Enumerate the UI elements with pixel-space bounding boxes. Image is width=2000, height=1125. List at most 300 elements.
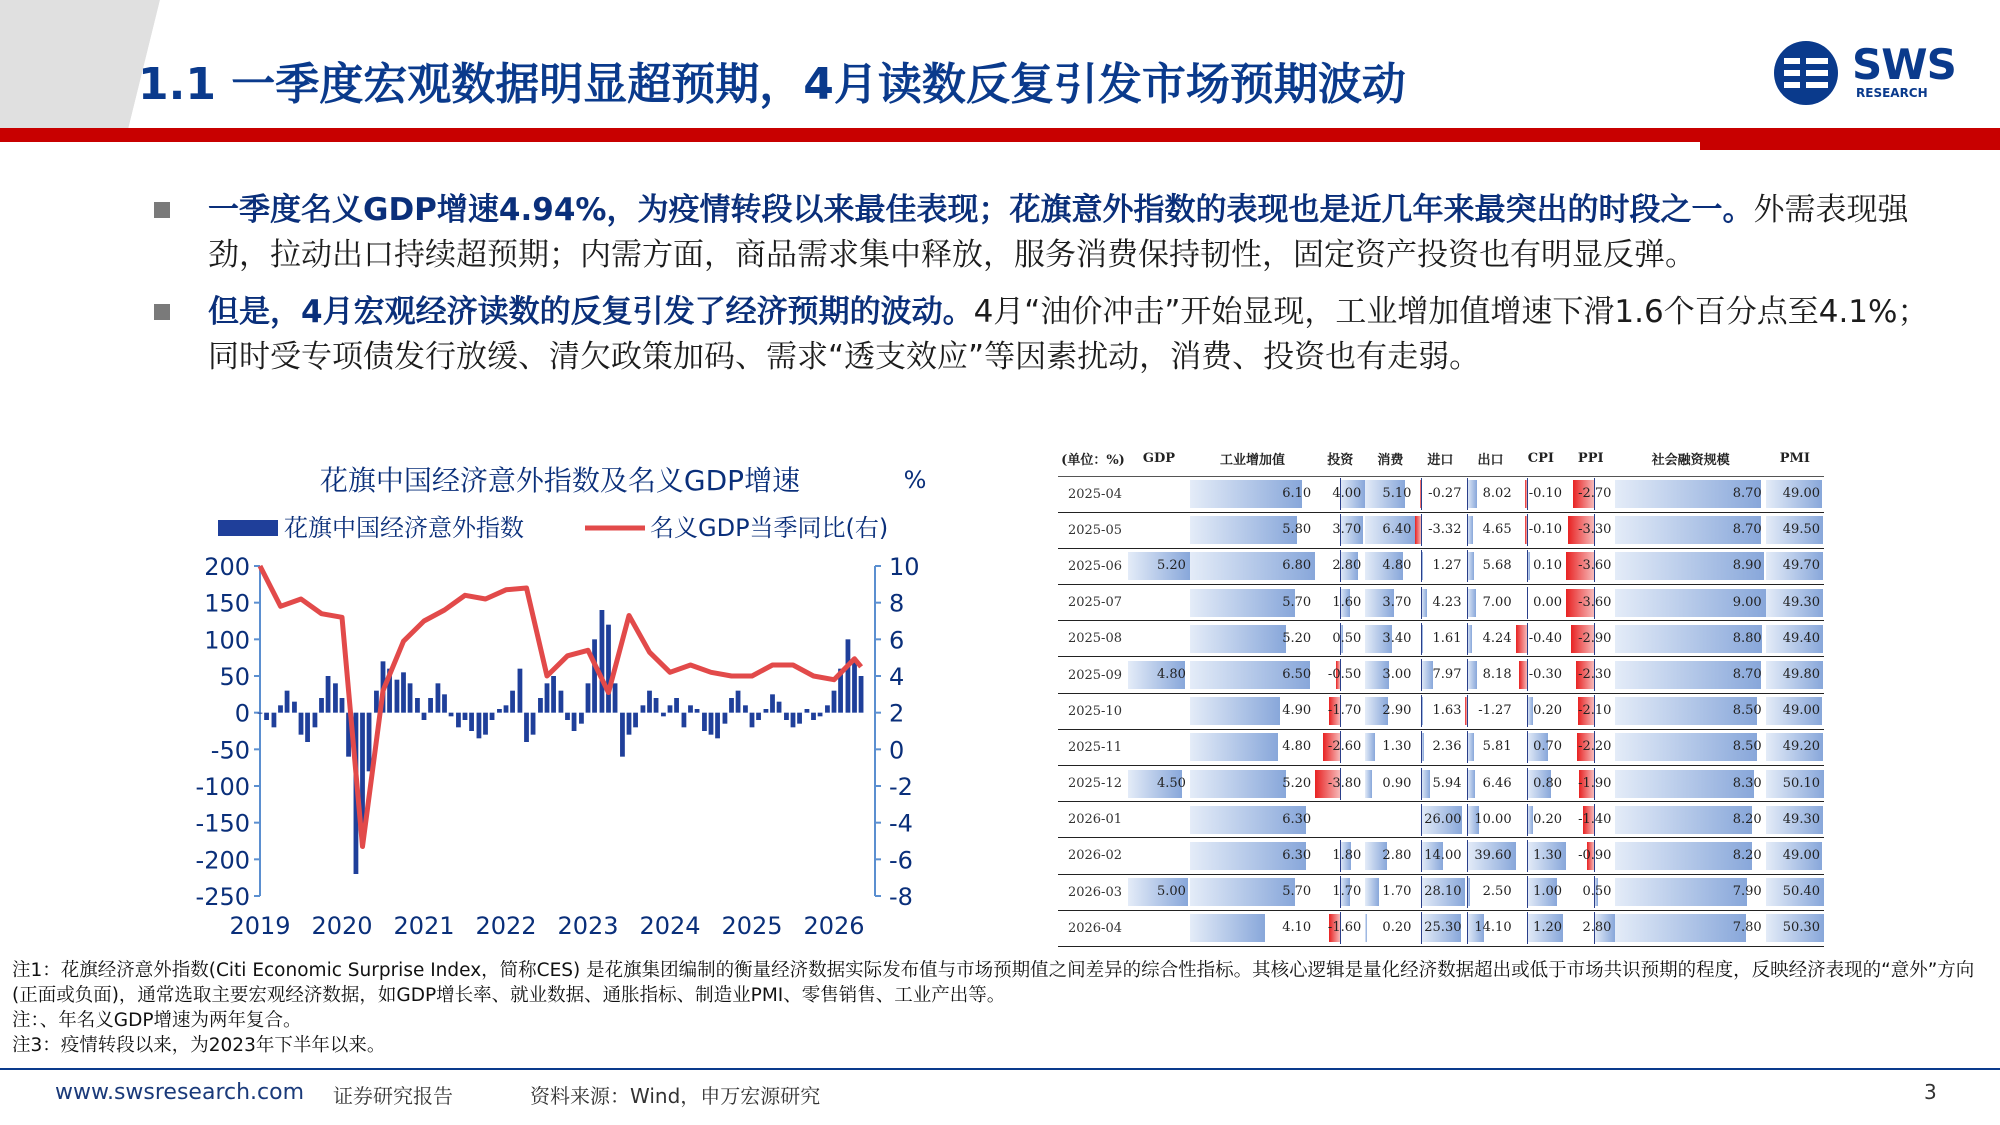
ces-bar bbox=[278, 705, 283, 712]
table-zero-axis bbox=[1467, 514, 1468, 546]
table-cell-value: -3.32 bbox=[1428, 522, 1462, 538]
table-data-cell bbox=[1128, 693, 1190, 729]
table-cell-value: 8.70 bbox=[1732, 486, 1762, 502]
x-axis-tick-label: 2022 bbox=[475, 912, 537, 940]
table-data-cell bbox=[1190, 657, 1315, 693]
table-data-cell bbox=[1566, 621, 1615, 657]
table-data-cell bbox=[1766, 838, 1824, 874]
table-data-cell bbox=[1365, 693, 1415, 729]
ces-bar bbox=[510, 691, 515, 713]
ces-bar bbox=[497, 709, 502, 713]
table-data-cell bbox=[1615, 766, 1765, 802]
table-data-cell bbox=[1516, 729, 1566, 765]
table-cell-value: 5.80 bbox=[1282, 522, 1312, 538]
table-data-cell bbox=[1615, 621, 1765, 657]
table-data-cell bbox=[1615, 910, 1765, 946]
table-date-cell: 2025-05 bbox=[1058, 512, 1128, 548]
footer-divider bbox=[0, 1068, 2000, 1070]
ces-bar bbox=[743, 705, 748, 712]
table-cell-value: -0.10 bbox=[1528, 522, 1563, 538]
table-row bbox=[1058, 548, 1824, 584]
table-data-cell bbox=[1465, 657, 1515, 693]
table-data-cell bbox=[1566, 657, 1615, 693]
bullet-bold-text: 一季度名义GDP增速4.94%，为疫情转段以来最佳表现；花旗意外指数的表现也是近几年来最突出的时段之一。 bbox=[208, 192, 1754, 228]
table-cell-value: -0.40 bbox=[1528, 630, 1563, 646]
bullet-item bbox=[150, 188, 1940, 278]
ces-bar bbox=[750, 713, 755, 728]
table-cell-value: 50.40 bbox=[1782, 884, 1820, 900]
table-data-cell bbox=[1190, 548, 1315, 584]
table-data-cell bbox=[1766, 729, 1824, 765]
right-axis-tick-label: 2 bbox=[889, 699, 905, 728]
footer-website-link[interactable]: www.swsresearch.com bbox=[55, 1080, 305, 1105]
table-data-bar bbox=[1615, 914, 1745, 942]
ces-bar bbox=[736, 691, 741, 713]
ces-bar bbox=[504, 705, 509, 712]
table-zero-axis bbox=[1527, 840, 1528, 872]
table-date-cell: 2026-04 bbox=[1058, 910, 1128, 946]
left-axis-tick-label: -100 bbox=[195, 773, 250, 801]
bullet-text: 4月“油价冲击”开始显现，工业增加值增速下滑1.6个百分点至4.1%；同时受专项债发行放缓、清欠政策加码、需求“透支效应”等因素扰动，消费、投资也有走弱。 bbox=[208, 294, 1929, 375]
bullet-text: 外需表现强劲，拉动出口持续超预期；内需方面，商品需求集中释放，服务消费保持韧性，固定资产投资也有明显反弹。 bbox=[208, 192, 1909, 273]
table-data-bar bbox=[1190, 516, 1297, 544]
table-zero-axis bbox=[1467, 659, 1468, 691]
table-cell-value: 3.00 bbox=[1382, 667, 1412, 683]
table-data-bar bbox=[1467, 661, 1477, 689]
ces-bar bbox=[709, 713, 714, 735]
table-data-cell bbox=[1128, 729, 1190, 765]
legend-label: 花旗中国经济意外指数 bbox=[284, 514, 524, 542]
ces-bar bbox=[422, 713, 427, 720]
ces-bar bbox=[723, 713, 728, 724]
table-data-cell bbox=[1566, 548, 1615, 584]
table-data-cell bbox=[1415, 802, 1465, 838]
note-3: 注3：疫情转段以来，为2023年下半年以来。 bbox=[12, 1035, 386, 1056]
table-unit-header: (单位：%) bbox=[1058, 442, 1128, 476]
table-cell-value: -0.10 bbox=[1528, 486, 1563, 502]
table-data-cell bbox=[1190, 766, 1315, 802]
ces-bar bbox=[791, 713, 796, 728]
note-1: 注1：花旗经济意外指数(Citi Economic Surprise Index，简称CES) 是花旗集团编制的衡量经济数据实际发布值与市场预期值之间差异的综合性指标。其核心逻辑是量化经济数据超出或低于市场共识预期的程度，反映经济表现的“意外”方向(正面或负面)，通常选取主要宏观经济数据，如GDP增长率、就业数据、通胀指标、制造业PMI、零售销售、工业产出等。 bbox=[12, 960, 1975, 1006]
table-data-cell bbox=[1315, 476, 1365, 512]
x-axis-tick-label: 2023 bbox=[557, 912, 619, 940]
right-axis-tick-label: 8 bbox=[889, 589, 905, 618]
ces-bar bbox=[586, 683, 591, 712]
ces-bar bbox=[852, 661, 857, 712]
table-data-cell bbox=[1415, 874, 1465, 910]
table-data-cell bbox=[1465, 693, 1515, 729]
table-data-cell bbox=[1566, 838, 1615, 874]
table-data-cell bbox=[1615, 802, 1765, 838]
ces-bar bbox=[777, 702, 782, 713]
table-zero-axis bbox=[1527, 768, 1528, 800]
table-data-cell bbox=[1465, 621, 1515, 657]
table-date-cell: 2026-02 bbox=[1058, 838, 1128, 874]
table-data-cell bbox=[1365, 548, 1415, 584]
table-cell-value: 26.00 bbox=[1424, 811, 1462, 827]
ces-bar bbox=[620, 713, 625, 757]
ces-bar bbox=[415, 698, 420, 713]
table-row bbox=[1058, 729, 1824, 765]
table-cell-value: 5.94 bbox=[1432, 775, 1462, 791]
table-cell-value: 5.20 bbox=[1282, 630, 1312, 646]
table-data-cell bbox=[1365, 657, 1415, 693]
ces-bar bbox=[797, 713, 802, 724]
table-zero-axis bbox=[1467, 876, 1468, 908]
table-row bbox=[1058, 657, 1824, 693]
table-cell-value: 1.80 bbox=[1332, 847, 1362, 863]
left-axis-tick-label: -150 bbox=[195, 809, 250, 838]
table-cell-value: 6.80 bbox=[1282, 558, 1312, 574]
table-cell-value: 49.20 bbox=[1782, 739, 1820, 755]
table-data-cell bbox=[1415, 766, 1465, 802]
table-data-cell bbox=[1566, 729, 1615, 765]
table-data-cell bbox=[1516, 657, 1566, 693]
table-data-cell bbox=[1465, 766, 1515, 802]
table-data-cell bbox=[1766, 910, 1824, 946]
ces-bar bbox=[784, 713, 789, 720]
table-zero-axis bbox=[1421, 659, 1422, 691]
table-cell-value: 0.00 bbox=[1533, 594, 1563, 610]
table-data-cell bbox=[1190, 693, 1315, 729]
table-data-cell bbox=[1615, 657, 1765, 693]
table-data-cell bbox=[1465, 729, 1515, 765]
table-data-cell bbox=[1465, 874, 1515, 910]
table-data-cell bbox=[1128, 585, 1190, 621]
ces-bar bbox=[401, 672, 406, 712]
table-data-bar bbox=[1421, 770, 1430, 798]
table-date-cell: 2026-01 bbox=[1058, 802, 1128, 838]
ces-bar bbox=[538, 698, 543, 713]
table-data-cell bbox=[1315, 585, 1365, 621]
ces-bar bbox=[579, 713, 584, 724]
table-data-cell bbox=[1315, 802, 1365, 838]
table-data-cell bbox=[1516, 621, 1566, 657]
table-data-cell bbox=[1566, 585, 1615, 621]
table-cell-value: 50.10 bbox=[1782, 775, 1820, 791]
ces-bar bbox=[305, 713, 310, 742]
left-axis-tick-label: -200 bbox=[195, 846, 250, 875]
table-data-cell bbox=[1516, 512, 1566, 548]
table-data-bar bbox=[1365, 914, 1367, 942]
table-data-cell bbox=[1766, 585, 1824, 621]
table-cell-value: 2.80 bbox=[1332, 558, 1362, 574]
table-cell-value: 1.63 bbox=[1432, 703, 1462, 719]
legend-label: 名义GDP当季同比(右) bbox=[650, 514, 889, 542]
table-data-cell bbox=[1516, 548, 1566, 584]
table-data-cell bbox=[1365, 585, 1415, 621]
table-cell-value: 7.80 bbox=[1732, 920, 1762, 936]
table-row bbox=[1058, 693, 1824, 729]
table-data-bar bbox=[1421, 661, 1434, 689]
x-axis-tick-label: 2024 bbox=[639, 912, 701, 940]
table-data-cell bbox=[1365, 512, 1415, 548]
table-data-cell bbox=[1516, 766, 1566, 802]
table-cell-value: 14.00 bbox=[1424, 847, 1462, 863]
table-zero-axis bbox=[1467, 587, 1468, 619]
ces-bar bbox=[647, 691, 652, 713]
table-data-cell bbox=[1415, 657, 1465, 693]
table-data-bar bbox=[1365, 878, 1378, 906]
table-cell-value: 0.90 bbox=[1382, 775, 1412, 791]
ces-bar bbox=[524, 713, 529, 742]
ces-bar bbox=[654, 698, 659, 713]
table-column-header: 出口 bbox=[1465, 442, 1515, 476]
table-data-cell bbox=[1190, 874, 1315, 910]
table-zero-axis bbox=[1527, 912, 1528, 944]
x-axis-tick-label: 2026 bbox=[803, 912, 865, 940]
table-cell-value: 7.90 bbox=[1732, 884, 1762, 900]
table-cell-value: 8.90 bbox=[1732, 558, 1762, 574]
table-cell-value: 49.30 bbox=[1782, 811, 1820, 827]
ces-bar bbox=[832, 691, 837, 713]
table-column-header: 工业增加值 bbox=[1190, 442, 1315, 476]
table-data-cell bbox=[1190, 729, 1315, 765]
table-cell-value: 39.60 bbox=[1474, 847, 1512, 863]
table-data-cell bbox=[1128, 512, 1190, 548]
table-cell-value: -3.60 bbox=[1578, 558, 1612, 574]
table-cell-value: 8.50 bbox=[1732, 739, 1762, 755]
table-column-header: GDP bbox=[1128, 442, 1190, 476]
table-data-cell bbox=[1766, 802, 1824, 838]
ces-bar bbox=[682, 713, 687, 728]
left-axis-tick-label: -50 bbox=[210, 736, 250, 765]
bullet-list bbox=[150, 188, 1940, 392]
ces-bar bbox=[436, 683, 441, 712]
table-cell-value: 28.10 bbox=[1424, 884, 1462, 900]
table-data-cell bbox=[1415, 693, 1465, 729]
table-data-cell bbox=[1766, 766, 1824, 802]
ces-bar bbox=[442, 694, 447, 712]
table-data-cell bbox=[1128, 874, 1190, 910]
table-zero-axis bbox=[1527, 550, 1528, 582]
table-data-bar bbox=[1467, 770, 1475, 798]
table-cell-value: 49.00 bbox=[1782, 847, 1820, 863]
table-data-cell bbox=[1190, 476, 1315, 512]
note-2: 注：、年名义GDP增速为两年复合。 bbox=[12, 1010, 302, 1031]
ces-bar bbox=[859, 676, 864, 713]
table-row bbox=[1058, 802, 1824, 838]
ces-bar bbox=[559, 691, 564, 713]
table-cell-value: 0.20 bbox=[1533, 703, 1563, 719]
x-axis-tick-label: 2021 bbox=[393, 912, 455, 940]
table-data-cell bbox=[1766, 874, 1824, 910]
table-data-cell bbox=[1128, 910, 1190, 946]
table-data-cell bbox=[1615, 874, 1765, 910]
table-zero-axis bbox=[1421, 478, 1422, 510]
table-cell-value: 1.60 bbox=[1332, 594, 1362, 610]
table-data-cell bbox=[1566, 802, 1615, 838]
table-data-cell bbox=[1615, 476, 1765, 512]
table-zero-axis bbox=[1467, 731, 1468, 763]
notes bbox=[12, 958, 1987, 1058]
table-data-cell bbox=[1566, 874, 1615, 910]
left-axis-tick-label: 150 bbox=[204, 589, 250, 618]
table-cell-value: -0.90 bbox=[1578, 847, 1612, 863]
table-column-header: 进口 bbox=[1415, 442, 1465, 476]
table-cell-value: 8.70 bbox=[1732, 522, 1762, 538]
table-cell-value: -3.80 bbox=[1327, 775, 1362, 791]
table-data-cell bbox=[1190, 585, 1315, 621]
table-zero-axis bbox=[1527, 587, 1528, 619]
table-data-bar bbox=[1519, 661, 1528, 689]
table-data-cell bbox=[1365, 802, 1415, 838]
ces-bar bbox=[805, 709, 810, 713]
ces-bar bbox=[600, 610, 605, 713]
table-zero-axis bbox=[1421, 731, 1422, 763]
right-axis-tick-label: -6 bbox=[889, 846, 913, 875]
ces-bar bbox=[641, 705, 646, 712]
table-zero-axis bbox=[1527, 876, 1528, 908]
table-cell-value: 7.97 bbox=[1432, 667, 1462, 683]
table-data-cell bbox=[1190, 802, 1315, 838]
table-cell-value: 4.65 bbox=[1482, 522, 1512, 538]
table-data-cell bbox=[1315, 838, 1365, 874]
table-data-cell bbox=[1190, 838, 1315, 874]
ces-bar bbox=[477, 713, 482, 739]
ces-bar bbox=[463, 713, 468, 720]
logo-subtext: RESEARCH bbox=[1856, 86, 1928, 100]
table-cell-value: 49.70 bbox=[1782, 558, 1820, 574]
table-zero-axis bbox=[1421, 623, 1422, 655]
table-cell-value: 4.00 bbox=[1332, 486, 1362, 502]
table-body bbox=[1058, 476, 1824, 946]
table-data-cell bbox=[1315, 766, 1365, 802]
table-cell-value: 5.68 bbox=[1482, 558, 1512, 574]
table-data-cell bbox=[1315, 548, 1365, 584]
ces-bar bbox=[633, 713, 638, 728]
table-cell-value: 1.61 bbox=[1432, 630, 1462, 646]
table-cell-value: 1.30 bbox=[1533, 847, 1563, 863]
bullet-square-icon bbox=[154, 304, 170, 320]
table-data-cell bbox=[1315, 621, 1365, 657]
table-data-cell bbox=[1566, 766, 1615, 802]
table-data-bar bbox=[1467, 552, 1474, 580]
table-data-bar bbox=[1190, 914, 1265, 942]
table-data-cell bbox=[1615, 585, 1765, 621]
ces-bar bbox=[551, 676, 556, 713]
ces-bar bbox=[627, 713, 632, 735]
table-cell-value: 6.40 bbox=[1382, 522, 1412, 538]
table-cell-value: 0.80 bbox=[1533, 775, 1563, 791]
left-axis-tick-label: -250 bbox=[195, 883, 250, 911]
table-cell-value: 8.20 bbox=[1732, 847, 1762, 863]
bullet-square-icon bbox=[154, 202, 170, 218]
table-data-bar bbox=[1190, 878, 1295, 906]
table-zero-axis bbox=[1421, 912, 1422, 944]
table-data-cell bbox=[1128, 766, 1190, 802]
ces-bar bbox=[469, 713, 474, 731]
table-data-cell bbox=[1566, 476, 1615, 512]
ces-bar bbox=[456, 713, 461, 728]
table-data-cell bbox=[1415, 729, 1465, 765]
ces-bar bbox=[483, 713, 488, 735]
table-cell-value: 5.20 bbox=[1156, 558, 1186, 574]
table-date-cell: 2025-08 bbox=[1058, 621, 1128, 657]
table-cell-value: 10.00 bbox=[1474, 811, 1512, 827]
table-data-cell bbox=[1128, 548, 1190, 584]
table-cell-value: 49.40 bbox=[1782, 630, 1820, 646]
right-axis-tick-label: 6 bbox=[889, 626, 905, 655]
bullet-item bbox=[150, 290, 1940, 380]
table-cell-value: 0.50 bbox=[1332, 630, 1362, 646]
table-cell-value: -1.70 bbox=[1327, 703, 1362, 719]
table-data-cell bbox=[1516, 874, 1566, 910]
table-cell-value: 0.20 bbox=[1382, 920, 1412, 936]
ces-bar bbox=[661, 713, 666, 717]
table-data-cell bbox=[1415, 621, 1465, 657]
table-cell-value: 14.10 bbox=[1474, 920, 1512, 936]
x-axis-tick-label: 2025 bbox=[721, 912, 783, 940]
table-cell-value: 4.90 bbox=[1282, 703, 1312, 719]
macro-heatmap-table bbox=[1058, 442, 1824, 947]
x-axis-tick-label: 2019 bbox=[229, 912, 291, 940]
table-data-cell bbox=[1516, 585, 1566, 621]
ces-bar bbox=[367, 713, 372, 772]
table-data-cell bbox=[1615, 548, 1765, 584]
table-cell-value: 3.70 bbox=[1332, 522, 1362, 538]
table-zero-axis bbox=[1467, 623, 1468, 655]
ces-bar bbox=[592, 639, 597, 712]
table-data-cell bbox=[1465, 476, 1515, 512]
table-cell-value: 4.80 bbox=[1156, 667, 1186, 683]
ces-bar bbox=[613, 683, 618, 712]
table-data-bar bbox=[1467, 733, 1474, 761]
table-column-header: 社会融资规模 bbox=[1615, 442, 1765, 476]
table-cell-value: -3.30 bbox=[1578, 522, 1612, 538]
table-date-cell: 2025-09 bbox=[1058, 657, 1128, 693]
ces-bar bbox=[518, 669, 523, 713]
left-axis-tick-label: 100 bbox=[204, 626, 250, 655]
left-axis-tick-label: 0 bbox=[234, 699, 250, 728]
table-cell-value: -0.30 bbox=[1528, 667, 1563, 683]
ces-bar bbox=[729, 698, 734, 713]
table-cell-value: 5.00 bbox=[1156, 884, 1186, 900]
ces-bar bbox=[333, 683, 338, 712]
table-column-header: PPI bbox=[1566, 442, 1615, 476]
table-date-cell: 2026-03 bbox=[1058, 874, 1128, 910]
table-row bbox=[1058, 874, 1824, 910]
table-cell-value: -2.70 bbox=[1578, 486, 1612, 502]
table-zero-axis bbox=[1421, 876, 1422, 908]
ces-bar bbox=[545, 683, 550, 712]
table-cell-value: 6.10 bbox=[1282, 486, 1312, 502]
table-data-cell bbox=[1766, 476, 1824, 512]
ces-bar bbox=[770, 694, 775, 712]
ces-bar bbox=[572, 713, 577, 731]
table-cell-value: 2.80 bbox=[1582, 920, 1612, 936]
ces-bar bbox=[326, 676, 331, 713]
table-cell-value: 49.50 bbox=[1782, 522, 1820, 538]
table-cell-value: -2.10 bbox=[1578, 703, 1612, 719]
table-row bbox=[1058, 512, 1824, 548]
ces-bar bbox=[668, 705, 673, 712]
table-zero-axis bbox=[1421, 695, 1422, 727]
table-data-cell bbox=[1465, 585, 1515, 621]
ces-bar bbox=[264, 713, 269, 720]
table-cell-value: 9.00 bbox=[1732, 594, 1762, 610]
table-data-cell bbox=[1766, 621, 1824, 657]
table-data-cell bbox=[1415, 910, 1465, 946]
table-data-cell bbox=[1766, 512, 1824, 548]
table-cell-value: 5.20 bbox=[1282, 775, 1312, 791]
table-data-cell bbox=[1190, 621, 1315, 657]
ces-bar bbox=[313, 713, 318, 728]
table-data-bar bbox=[1365, 733, 1375, 761]
table-zero-axis bbox=[1467, 478, 1468, 510]
right-axis-tick-label: -4 bbox=[889, 809, 913, 838]
ces-bar bbox=[531, 713, 536, 735]
